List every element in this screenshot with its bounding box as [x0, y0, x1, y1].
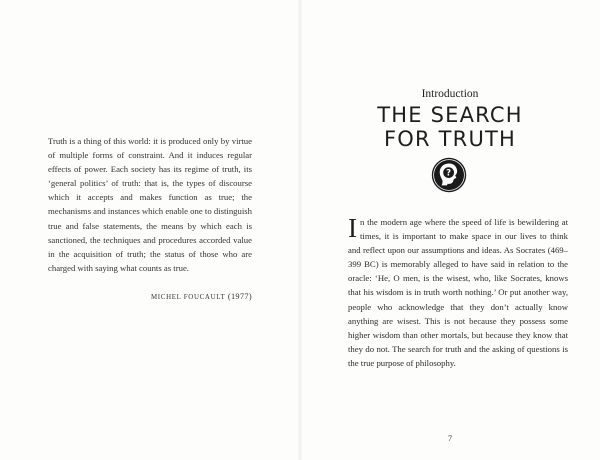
right-page	[300, 0, 600, 460]
chapter-title	[300, 103, 600, 151]
svg-text:?: ?	[446, 168, 452, 179]
epigraph-quote: Truth is a thing of this world: it is produced only by virtue of multiple forms of constraint. And it induces regular effects of power. Each society has its regime of truth, its ‘general politics’ of truth: that is, the types of discourse which it accepts and makes function as true; the mechanisms and instances which enable one to distinguish true and false statements, the means by which each is sanctioned, the techniques and procedures accorded value in the acquisition of truth; the status of those who are charged with saying what counts as true.	[48, 136, 252, 273]
body-paragraph	[348, 215, 568, 370]
section-label: Introduction	[421, 88, 479, 100]
attribution-year: (1977)	[227, 292, 252, 301]
page-number: 7	[447, 433, 453, 443]
head-with-question-mark-icon	[431, 157, 467, 193]
chapter-title-line-1: THE SEARCH	[377, 103, 523, 127]
epigraph-attribution	[48, 292, 252, 301]
drop-cap: I	[348, 213, 357, 243]
body-paragraph-text: n the modern age where the speed of life is bewildering at times, it is important to make space in our lives to think and reflect upon our assumptions and ideas. As Socrates (469–399 BC) is memorably alleged to have said in relation to the oracle: ‘He, O men, is the wisest, who, like Socrates, knows that his wisdom is in truth worth nothing.’ Or put another way, people who acknowledge that they don’t actually know anything are wisest. This is not because they possess some higher wisdom than other mortals, but because they know that they do not. The search for truth and the asking of questions is the true purpose of philosophy.	[348, 217, 568, 368]
attribution-name: MICHEL FOUCAULT	[150, 294, 226, 301]
chapter-title-line-2: FOR TRUTH	[383, 127, 517, 151]
